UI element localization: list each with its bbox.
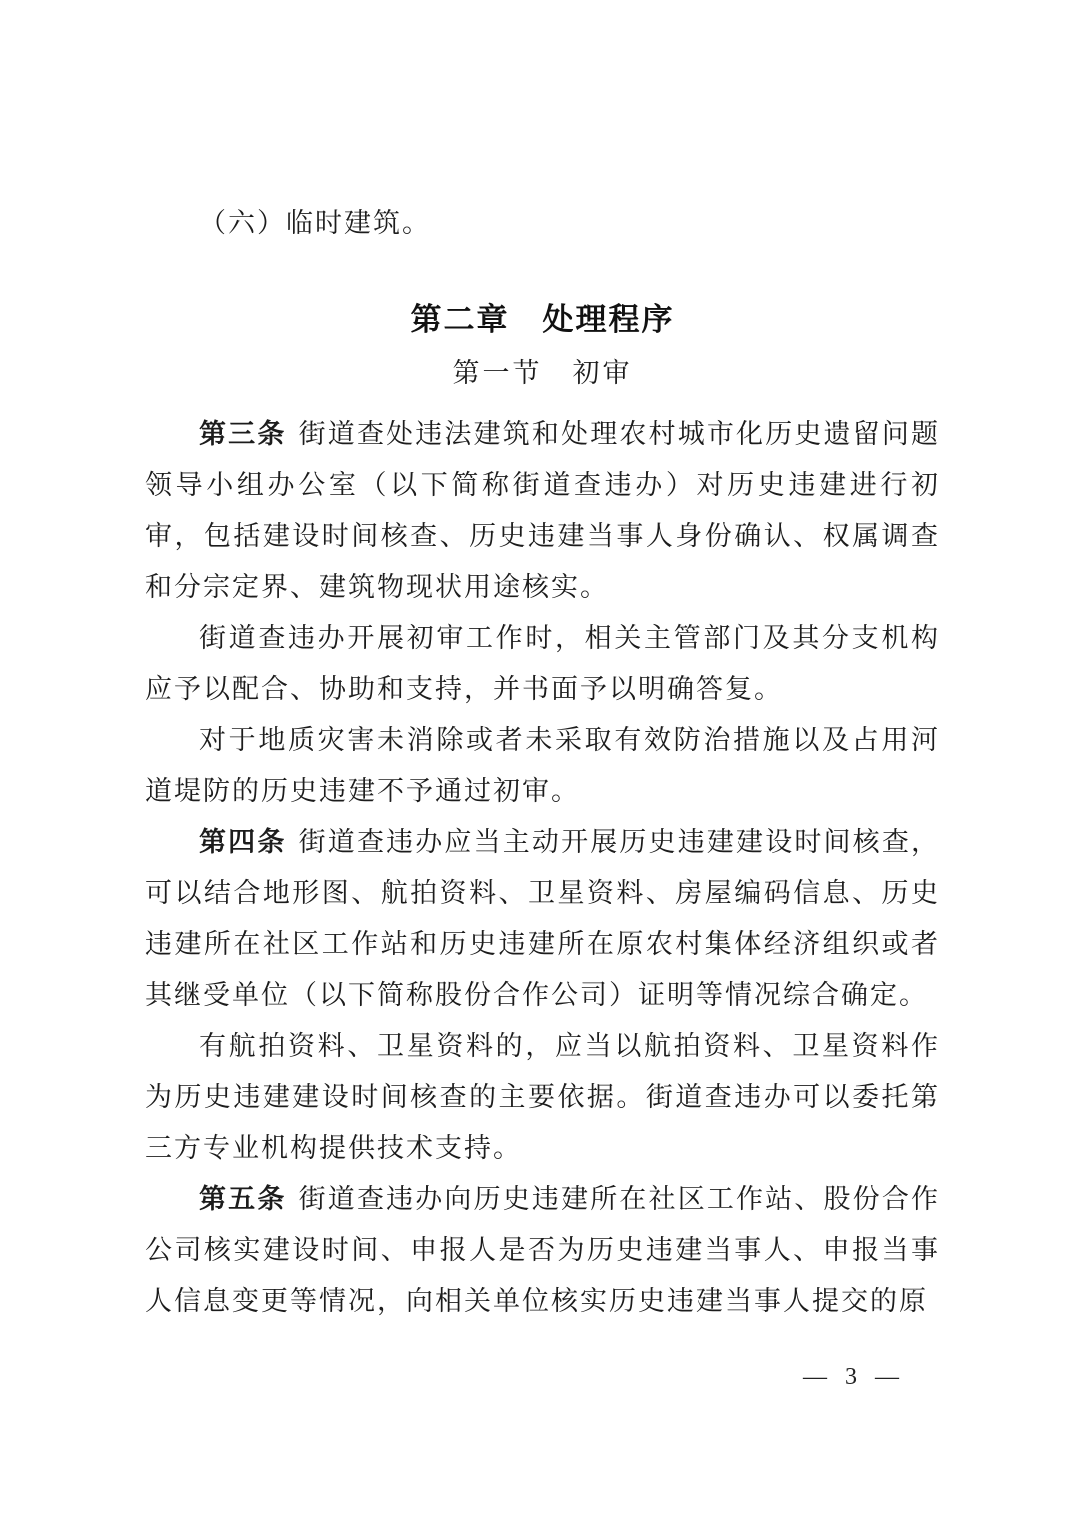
chapter-heading: 第二章 处理程序 bbox=[410, 302, 675, 337]
article-paragraph bbox=[145, 1174, 940, 1327]
article-number: 第四条 bbox=[199, 827, 287, 857]
article-text: 街道查处违法建筑和处理农村城市化历史遗留问题领导小组办公室（以下简称街道查违办）对历史违建进行初审，包括建设时间核查、历史违建当事人身份确认、权属调查和分宗定界、建筑物现状用途核实。 bbox=[145, 419, 941, 602]
article-text: 街道查违办向历史违建所在社区工作站、股份合作公司核实建设时间、申报人是否为历史违建当事人、申报当事人信息变更等情况，向相关单位核实历史违建当事人提交的原 bbox=[145, 1184, 941, 1316]
document-content bbox=[145, 198, 940, 1327]
article-number: 第三条 bbox=[199, 419, 287, 449]
article-paragraph bbox=[145, 409, 940, 613]
article-paragraph bbox=[145, 817, 940, 1021]
list-item-text: （六）临时建筑。 bbox=[199, 208, 431, 238]
section-heading: 第一节 初审 bbox=[452, 358, 633, 388]
article-text: 街道查违办应当主动开展历史违建建设时间核查，可以结合地形图、航拍资料、卫星资料、房屋编码信息、历史违建所在社区工作站和历史违建所在原农村集体经济组织或者其继受单位（以下简称股份合作公司）证明等情况综合确定。 bbox=[145, 827, 941, 1010]
article-text: 街道查违办开展初审工作时，相关主管部门及其分支机构应予以配合、协助和支持，并书面予以明确答复。 bbox=[145, 623, 940, 704]
article-paragraph bbox=[145, 1021, 940, 1174]
article-paragraph bbox=[145, 613, 940, 715]
list-item-six bbox=[145, 198, 940, 249]
article-number: 第五条 bbox=[199, 1184, 287, 1214]
article-paragraph bbox=[145, 715, 940, 817]
article-text: 对于地质灾害未消除或者未采取有效防治措施以及占用河道堤防的历史违建不予通过初审。 bbox=[145, 725, 940, 806]
article-text: 有航拍资料、卫星资料的，应当以航拍资料、卫星资料作为历史违建建设时间核查的主要依据。街道查违办可以委托第三方专业机构提供技术支持。 bbox=[145, 1031, 940, 1163]
page-number: — 3 — bbox=[803, 1364, 905, 1390]
